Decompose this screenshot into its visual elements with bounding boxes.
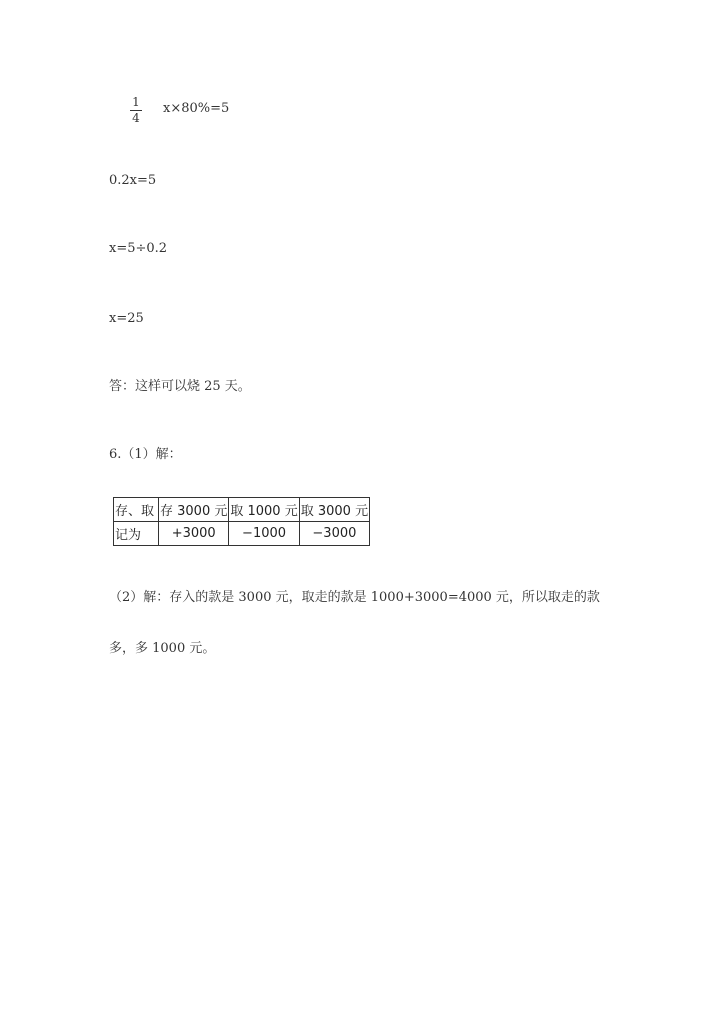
table-header-cell: 存、取 bbox=[114, 498, 159, 522]
table-header-cell: 取 1000 元 bbox=[229, 498, 299, 522]
table-cell: −3000 bbox=[299, 522, 369, 546]
table-header-cell: 存 3000 元 bbox=[159, 498, 229, 522]
equation-line-2: x=5÷0.2 bbox=[109, 241, 168, 256]
table-row bbox=[114, 498, 370, 522]
table-row bbox=[114, 522, 370, 546]
equation-line-3: x=25 bbox=[109, 311, 144, 326]
part2-line-2: 多，多 1000 元。 bbox=[109, 641, 216, 656]
table-header-cell: 取 3000 元 bbox=[299, 498, 369, 522]
deposit-withdraw-table bbox=[113, 497, 370, 546]
fraction-numerator: 1 bbox=[132, 95, 140, 109]
table-cell: −1000 bbox=[229, 522, 299, 546]
fraction-denominator: 4 bbox=[132, 111, 140, 125]
answer-line: 答：这样可以烧 25 天。 bbox=[109, 379, 251, 394]
question-6-heading: 6.（1）解： bbox=[109, 447, 182, 462]
part2-line-1: （2）解：存入的款是 3000 元，取走的款是 1000+3000=4000 元，所以取走的款 bbox=[109, 590, 600, 605]
table-cell: 记为 bbox=[114, 522, 159, 546]
table-cell: +3000 bbox=[159, 522, 229, 546]
fraction-one-quarter bbox=[130, 96, 142, 125]
equation-rest: x×80%=5 bbox=[163, 101, 230, 116]
equation-line-1: 0.2x=5 bbox=[109, 173, 157, 188]
